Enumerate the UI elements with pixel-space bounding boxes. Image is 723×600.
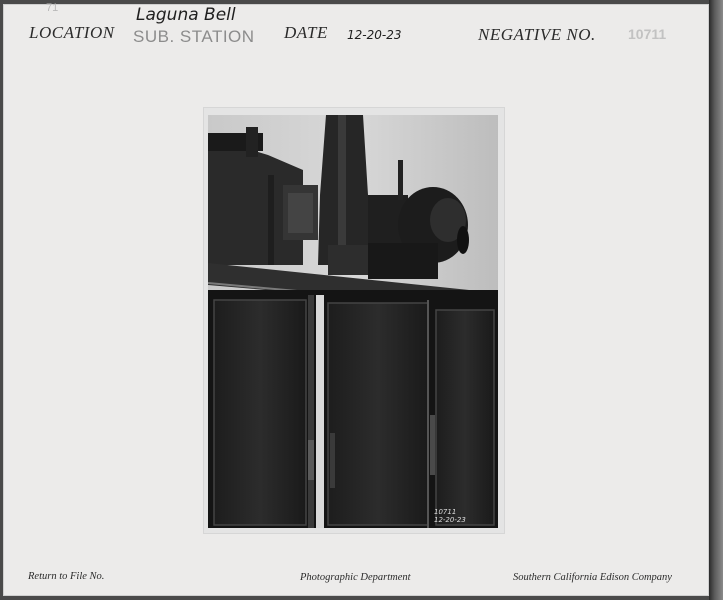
footer-department: Photographic Department [300,572,411,583]
equipment-photo [208,115,498,528]
location-handwritten: Laguna Bell [136,5,236,25]
negative-label: NEGATIVE NO. [478,25,596,44]
location-stamp: SUB. STATION [133,27,255,46]
negative-number: 10711 [628,26,667,42]
date-label: DATE [284,23,328,42]
photo-caption [434,508,466,524]
location-label: LOCATION [29,23,115,42]
photo-caption-number: 10711 [434,508,457,516]
footer-return-to-file: Return to File No. [28,571,105,582]
photo-caption-date: 12-20-23 [434,516,466,524]
scan-edge [709,0,723,600]
photo-image [208,115,498,528]
date-value: 12-20-23 [347,28,402,42]
footer-company: Southern California Edison Company [513,572,672,583]
corner-mark: 71 [46,2,59,14]
